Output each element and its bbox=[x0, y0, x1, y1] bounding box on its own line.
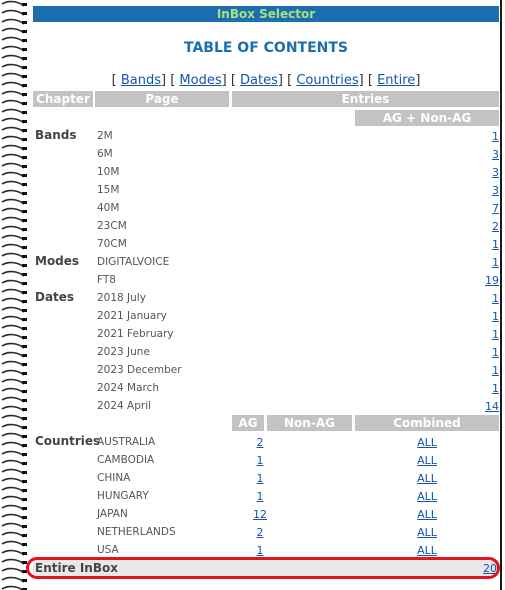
chapter-modes: Modes bbox=[35, 254, 80, 268]
modes-item-count-link[interactable]: 19 bbox=[485, 274, 499, 287]
dates-item-name: 2018 July bbox=[97, 292, 146, 304]
country-name: CAMBODIA bbox=[97, 454, 155, 466]
highlight-annotation bbox=[26, 557, 500, 579]
header-combined: Combined bbox=[355, 415, 499, 431]
dates-item-name: 2024 April bbox=[97, 400, 152, 412]
chapter-dates: Dates bbox=[35, 290, 75, 304]
country-combined-link[interactable]: ALL bbox=[417, 490, 437, 503]
bands-item-count-link[interactable]: 3 bbox=[492, 166, 499, 179]
country-ag-count-link[interactable]: 12 bbox=[253, 508, 267, 521]
bands-item-count-link[interactable]: 3 bbox=[492, 184, 499, 197]
header-chapter: Chapter bbox=[33, 91, 93, 107]
bands-item-count-link[interactable]: 2 bbox=[492, 220, 499, 233]
entire-inbox-label: Entire InBox bbox=[35, 561, 118, 575]
country-name: USA bbox=[97, 544, 119, 556]
dates-item-name: 2021 February bbox=[97, 328, 174, 340]
country-name: CHINA bbox=[97, 472, 131, 484]
toc-title: TABLE OF CONTENTS bbox=[183, 40, 349, 56]
country-combined-link[interactable]: ALL bbox=[417, 436, 437, 449]
dates-item-name: 2024 March bbox=[97, 382, 160, 394]
dates-item-count-link[interactable]: 1 bbox=[492, 328, 499, 341]
entire-inbox-count-link[interactable]: 20 bbox=[483, 562, 497, 575]
dates-item-count-link[interactable]: 1 bbox=[492, 310, 499, 323]
dates-item-name: 2023 December bbox=[97, 364, 182, 376]
country-combined-link[interactable]: ALL bbox=[417, 544, 437, 557]
app-title-bar: InBox Selector bbox=[33, 6, 499, 22]
country-ag-count-link[interactable]: 1 bbox=[256, 454, 264, 467]
country-ag-count-link[interactable]: 2 bbox=[256, 436, 264, 449]
bands-item-count-link[interactable]: 1 bbox=[492, 238, 499, 251]
modes-item-count-link[interactable]: 1 bbox=[492, 256, 499, 269]
bands-item-name: 10M bbox=[97, 166, 120, 178]
dates-item-count-link[interactable]: 1 bbox=[492, 292, 499, 305]
bands-item-name: 40M bbox=[97, 202, 120, 214]
dates-item-count-link[interactable]: 1 bbox=[492, 346, 499, 359]
chapter-bands: Bands bbox=[35, 128, 77, 142]
spiral-binding-icon bbox=[0, 0, 30, 590]
chapter-nav: [ Bands] [ Modes] [ Dates] [ Countries] [ Entire] bbox=[111, 73, 421, 88]
country-combined-link[interactable]: ALL bbox=[417, 526, 437, 539]
bands-item-name: 23CM bbox=[97, 220, 127, 232]
country-combined-link[interactable]: ALL bbox=[417, 472, 437, 485]
header-non-ag: Non-AG bbox=[267, 415, 352, 431]
dates-item-count-link[interactable]: 1 bbox=[492, 382, 499, 395]
bands-item-count-link[interactable]: 3 bbox=[492, 148, 499, 161]
bands-item-name: 15M bbox=[97, 184, 120, 196]
nav-link-entire[interactable]: Entire bbox=[377, 73, 416, 88]
modes-item-name: FT8 bbox=[97, 274, 116, 286]
country-ag-count-link[interactable]: 1 bbox=[256, 490, 264, 503]
dates-item-name: 2021 January bbox=[97, 310, 167, 322]
country-name: NETHERLANDS bbox=[97, 526, 176, 538]
bands-item-name: 2M bbox=[97, 130, 113, 142]
country-combined-link[interactable]: ALL bbox=[417, 508, 437, 521]
page-border bbox=[500, 0, 502, 590]
dates-item-count-link[interactable]: 14 bbox=[485, 400, 499, 413]
country-ag-count-link[interactable]: 1 bbox=[256, 544, 264, 557]
bands-item-count-link[interactable]: 7 bbox=[492, 202, 499, 215]
nav-link-modes[interactable]: Modes bbox=[179, 73, 222, 88]
bands-item-name: 70CM bbox=[97, 238, 127, 250]
country-name: HUNGARY bbox=[97, 490, 149, 502]
dates-item-count-link[interactable]: 1 bbox=[492, 364, 499, 377]
chapter-countries: Countries bbox=[35, 434, 101, 448]
header-ag: AG bbox=[232, 415, 264, 431]
dates-item-name: 2023 June bbox=[97, 346, 150, 358]
nav-link-countries[interactable]: Countries bbox=[296, 73, 359, 88]
header-page: Page bbox=[95, 91, 229, 107]
header-ag-nonag: AG + Non-AG bbox=[355, 110, 499, 126]
bands-item-count-link[interactable]: 1 bbox=[492, 130, 499, 143]
country-combined-link[interactable]: ALL bbox=[417, 454, 437, 467]
country-name: JAPAN bbox=[97, 508, 128, 520]
nav-link-dates[interactable]: Dates bbox=[240, 73, 278, 88]
nav-link-bands[interactable]: Bands bbox=[120, 73, 161, 88]
country-ag-count-link[interactable]: 1 bbox=[256, 472, 264, 485]
header-entries: Entries bbox=[232, 91, 499, 107]
modes-item-name: DIGITALVOICE bbox=[97, 256, 170, 268]
bands-item-name: 6M bbox=[97, 148, 113, 160]
country-name: AUSTRALIA bbox=[97, 436, 156, 448]
country-ag-count-link[interactable]: 2 bbox=[256, 526, 264, 539]
